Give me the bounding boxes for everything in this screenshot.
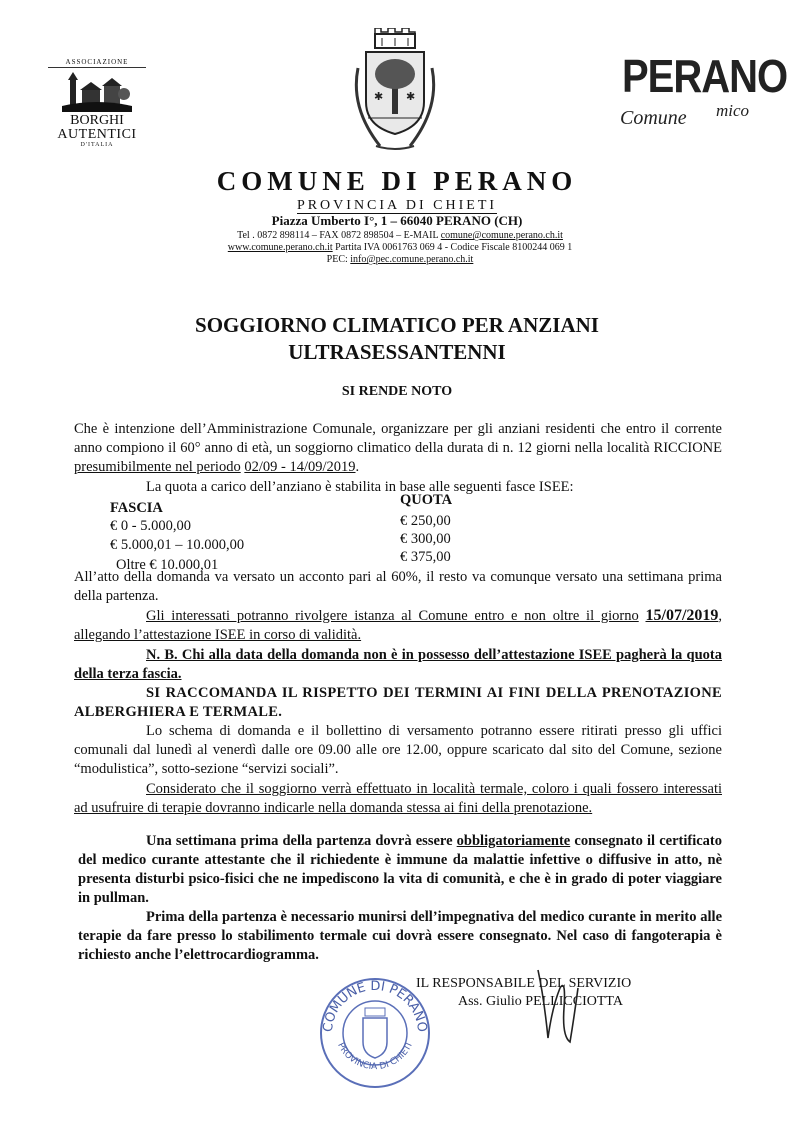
fascia-row-2: € 5.000,01 – 10.000,00 xyxy=(110,537,245,553)
certificato-text-a: Una settimana prima della partenza dovrà essere xyxy=(146,833,457,849)
provincia-line xyxy=(0,198,794,214)
stamp-bottom-text: PROVINCIA DI CHIETI xyxy=(335,1041,415,1073)
notice-title-line2: ULTRASESSANTENNI xyxy=(288,340,506,364)
pec-label: PEC: xyxy=(326,254,348,265)
quota-intro: La quota a carico dell’anziano è stabilita in base alle seguenti fasce ISEE: xyxy=(146,479,574,495)
svg-text:✱: ✱ xyxy=(406,90,416,103)
quota-header: QUOTA xyxy=(400,492,453,508)
website-link[interactable]: www.comune.perano.ch.it xyxy=(227,242,333,253)
intro-paragraph xyxy=(74,420,722,477)
istanza-text-b: , allegando l’attestazione ISEE in corso di validità. xyxy=(74,608,723,643)
borghi-line3: D'ITALIA xyxy=(80,142,114,148)
quota-row-3: € 375,00 xyxy=(400,549,451,565)
provincia-text: PROVINCIA DI CHIETI xyxy=(296,198,498,213)
fascia-row-1: € 0 - 5.000,00 xyxy=(110,518,191,534)
nb-paragraph: N. B. Chi alla data della domanda non è in possesso dell’attestazione ISEE pagherà la quota della terza fascia. xyxy=(74,647,722,682)
signature-role: IL RESPONSABILE DEL SERVIZIO xyxy=(416,976,632,991)
istanza-paragraph xyxy=(74,606,722,645)
contacts-line-2 xyxy=(160,242,640,254)
certificato-obbligatoriamente: obbligatoriamente xyxy=(456,833,571,849)
intro-end: . xyxy=(355,459,360,475)
borghi-assoc-label: ASSOCIAZIONE xyxy=(48,58,146,68)
borghi-line2: AUTENTICI xyxy=(57,127,137,142)
termale-paragraph: Considerato che il soggiorno verrà effettuato in località termale, coloro i quali fossero interessati ad usufruire di terapie dovranno indicarle nella domanda stessa ai fini della prenotazione. xyxy=(74,781,722,816)
contacts-line-3 xyxy=(160,254,640,266)
intro-dates: 02/09 - 14/09/2019 xyxy=(244,459,356,475)
contacts-line-1 xyxy=(160,230,640,242)
stamp-top-text: COMUNE DI PERANO xyxy=(320,978,430,1033)
handwritten-signature-icon xyxy=(530,958,590,1048)
schema-paragraph: Lo schema di domanda e il bollettino di versamento potranno essere ritirati presso gli uffici comunali dal lunedì al venerdì dalle ore 09.00 alle ore 12.00, oppure scaricato dal sito del Comune, sezione “modulistica”, sotto-sezione “servizi sociali”. xyxy=(74,723,722,777)
comune-title: COMUNE DI PERANO xyxy=(216,166,578,196)
istanza-text: Gli interessati potranno rivolgere istanza al Comune entro e non oltre il giorno xyxy=(146,608,639,624)
municipal-crest-icon xyxy=(336,28,454,156)
tel-fax-text: Tel . 0872 898114 – FAX 0872 898504 – E-MAIL xyxy=(237,230,439,241)
official-stamp-icon xyxy=(318,976,432,1090)
borghi-autentici-logo xyxy=(48,58,146,148)
fascia-header: FASCIA xyxy=(110,500,163,516)
address-line: Piazza Umberto I°, 1 – 66040 PERANO (CH) xyxy=(271,213,523,228)
email-link[interactable]: comune@comune.perano.ch.it xyxy=(440,230,563,241)
piva-text: Partita IVA 0061763 069 4 - Codice Fiscale 8100244 069 1 xyxy=(335,242,573,253)
perano-brand-sub2: mico xyxy=(716,101,750,120)
notice-title-line1: SOGGIORNO CLIMATICO PER ANZIANI xyxy=(195,313,599,337)
perano-brand-logo xyxy=(612,51,788,145)
intro-text-a: Che è intenzione dell’Amministrazione Comunale, organizzare per gli anziani residenti che entro il corrente anno compiono il 60° anno di età, un soggiorno climatico della durata di n. 12 giorni nella località RICCIONE xyxy=(74,421,722,456)
certificato-text-c: consegnato il certificato del medico curante attestante che il richiedente è immune da malattie infettive o diffusive in atto, nè presenta disturbi psico-fisici che ne impediscono la vita di comunità, e che è in grado di poter viaggiare in pullman. xyxy=(78,833,722,906)
rende-noto-heading: SI RENDE NOTO xyxy=(341,384,453,399)
impegnativa-paragraph: Prima della partenza è necessario munirsi dell’impegnativa del medico curante in merito alle terapie da fare presso lo stabilimento termale cui dovrà essere consegnato. Nel caso di fangoterapia è richiesto anche l’elettrocardiogramma. xyxy=(78,909,722,963)
svg-text:✱: ✱ xyxy=(374,90,384,103)
pec-link[interactable]: info@pec.comune.perano.ch.it xyxy=(350,254,474,265)
borghi-line1: BORGHI xyxy=(70,113,124,128)
raccomanda-paragraph: SI RACCOMANDA IL RISPETTO DEI TERMINI AI FINI DELLA PRENOTAZIONE ALBERGHIERA E TERMALE. xyxy=(74,685,722,720)
quota-row-1: € 250,00 xyxy=(400,513,451,529)
certificato-paragraph xyxy=(78,832,722,908)
acconto-paragraph: All’atto della domanda va versato un acconto pari al 60%, il resto va comunque versato una settimana prima della partenza. xyxy=(74,569,722,604)
signature-name: Ass. Giulio PELLICCIOTTA xyxy=(458,994,623,1009)
quota-row-2: € 300,00 xyxy=(400,531,451,547)
fascia-row-3: Oltre € 10.000,01 xyxy=(116,557,219,573)
intro-period-label: presumibilmente nel periodo xyxy=(74,459,241,475)
istanza-date: 15/07/2019 xyxy=(645,607,719,624)
contacts-block xyxy=(160,230,640,266)
perano-brand-sub: Comune xyxy=(620,107,687,129)
village-icon xyxy=(62,70,132,112)
perano-brand-word: PERANO xyxy=(622,51,788,103)
notice-title xyxy=(0,312,794,366)
